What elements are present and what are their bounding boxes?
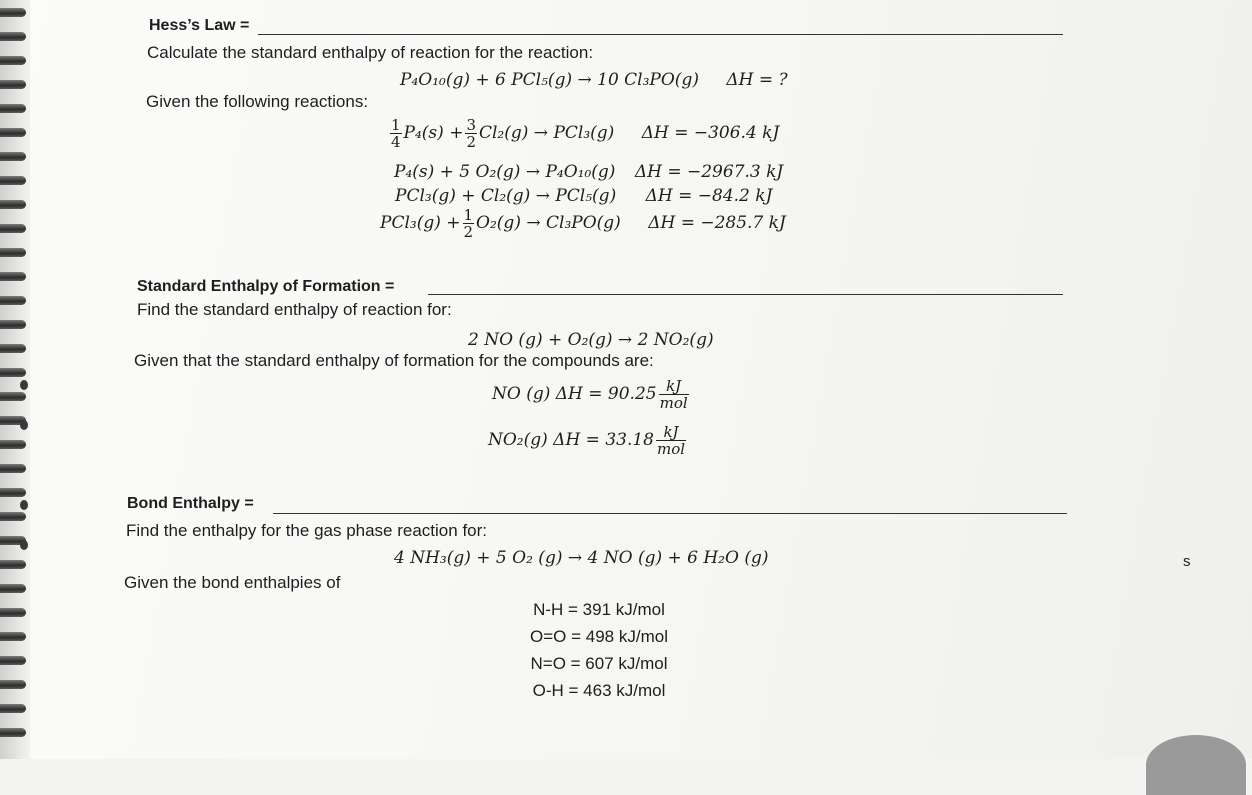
binding-ring	[0, 128, 26, 137]
formation-compound-no2	[488, 424, 688, 457]
reaction-1-part-1: P₄(s) +	[403, 123, 464, 143]
hess-target-equation: P₄O₁₀(g) + 6 PCl₅(g) → 10 Cl₃PO(g)	[400, 70, 699, 90]
hess-reaction-2	[394, 162, 783, 182]
binding-ring	[0, 680, 26, 689]
reaction-1-dh: ΔH = −306.4 kJ	[641, 123, 780, 143]
binding-ring	[0, 152, 26, 161]
hess-reaction-1	[388, 117, 779, 150]
binding-ring	[0, 440, 26, 449]
binding-ring	[0, 176, 26, 185]
binding-ring	[0, 464, 26, 473]
fraction-one-half: $\frac{1}{2}$	[463, 206, 474, 241]
bond-instruction: Find the enthalpy for the gas phase reaction for:	[126, 521, 488, 540]
binding-ring	[0, 104, 26, 113]
binding-ring	[0, 344, 26, 353]
unit-kj-per-mol: $\frac{kJ}{\text{mol}}$	[657, 423, 686, 458]
binding-ring	[0, 8, 26, 17]
bond-target-reaction: 4 NH₃(g) + 5 O₂ (g) → 4 NO (g) + 6 H₂O (g)	[394, 548, 769, 568]
no2-enthalpy-value: NO₂(g) ΔH = 33.18	[488, 430, 654, 450]
reaction-3-dh: ΔH = −84.2 kJ	[645, 186, 773, 206]
binding-ring	[0, 32, 26, 41]
binding-ring	[0, 248, 26, 257]
bond-value-no: N=O = 607 kJ/mol	[530, 654, 668, 673]
formation-heading: Standard Enthalpy of Formation =	[137, 278, 395, 295]
binding-ring	[0, 728, 26, 737]
hess-reaction-4	[380, 207, 786, 240]
hess-instruction: Calculate the standard enthalpy of reaction for the reaction:	[147, 43, 594, 62]
punch-hole	[20, 420, 28, 430]
binding-ring	[0, 272, 26, 281]
binding-ring	[0, 296, 26, 305]
binding-ring	[0, 584, 26, 593]
binding-ring	[0, 392, 26, 401]
formation-answer-blank[interactable]	[428, 294, 1063, 295]
spiral-binding	[0, 0, 30, 759]
formation-compound-no	[492, 378, 691, 411]
bond-value-oo: O=O = 498 kJ/mol	[530, 627, 668, 646]
reaction-4-dh: ΔH = −285.7 kJ	[648, 213, 786, 233]
reaction-4-part-1: PCl₃(g) +	[380, 213, 461, 233]
formation-target-reaction: 2 NO (g) + O₂(g) → 2 NO₂(g)	[468, 330, 714, 350]
punch-hole	[20, 540, 28, 550]
reaction-2-equation: P₄(s) + 5 O₂(g) → P₄O₁₀(g)	[394, 162, 616, 182]
hess-given-label: Given the following reactions:	[146, 92, 369, 111]
hess-target-dh: ΔH = ?	[726, 70, 788, 90]
fraction-three-halves: $\frac{3}{2}$	[466, 116, 476, 151]
reaction-2-dh: ΔH = −2967.3 kJ	[634, 162, 784, 182]
reaction-4-part-2: O₂(g) → Cl₃PO(g)	[476, 213, 621, 233]
hess-law-heading: Hess’s Law =	[149, 17, 250, 34]
unit-kj-per-mol: $\frac{kJ}{\text{mol}}$	[659, 377, 688, 412]
thumb-shadow	[1146, 735, 1246, 795]
binding-ring	[0, 656, 26, 665]
binding-ring	[0, 80, 26, 89]
binding-ring	[0, 560, 26, 569]
binding-ring	[0, 320, 26, 329]
bond-enthalpy-answer-blank[interactable]	[273, 513, 1067, 514]
hess-target-reaction	[400, 70, 788, 90]
binding-ring	[0, 512, 26, 521]
binding-ring	[0, 488, 26, 497]
formation-instruction: Find the standard enthalpy of reaction for:	[137, 300, 452, 319]
reaction-1-part-2: Cl₂(g) → PCl₃(g)	[478, 123, 615, 143]
fraction-one-quarter: $\frac{1}{4}$	[391, 116, 401, 151]
formation-given-label: Given that the standard enthalpy of formation for the compounds are:	[134, 351, 654, 370]
binding-ring	[0, 608, 26, 617]
hess-reaction-3	[395, 186, 772, 206]
bond-enthalpy-heading: Bond Enthalpy =	[127, 495, 254, 512]
margin-letter: s	[1183, 553, 1191, 570]
hess-law-answer-blank[interactable]	[258, 34, 1063, 35]
binding-ring	[0, 200, 26, 209]
punch-hole	[20, 380, 28, 390]
binding-ring	[0, 368, 26, 377]
binding-ring	[0, 224, 26, 233]
bond-given-label: Given the bond enthalpies of	[124, 573, 341, 592]
binding-ring	[0, 56, 26, 65]
no-enthalpy-value: NO (g) ΔH = 90.25	[492, 384, 657, 404]
binding-ring	[0, 632, 26, 641]
punch-hole	[20, 500, 28, 510]
binding-ring	[0, 704, 26, 713]
reaction-3-equation: PCl₃(g) + Cl₂(g) → PCl₅(g)	[395, 186, 617, 206]
bond-value-oh: O-H = 463 kJ/mol	[532, 681, 666, 700]
bond-value-nh: N-H = 391 kJ/mol	[533, 600, 665, 619]
